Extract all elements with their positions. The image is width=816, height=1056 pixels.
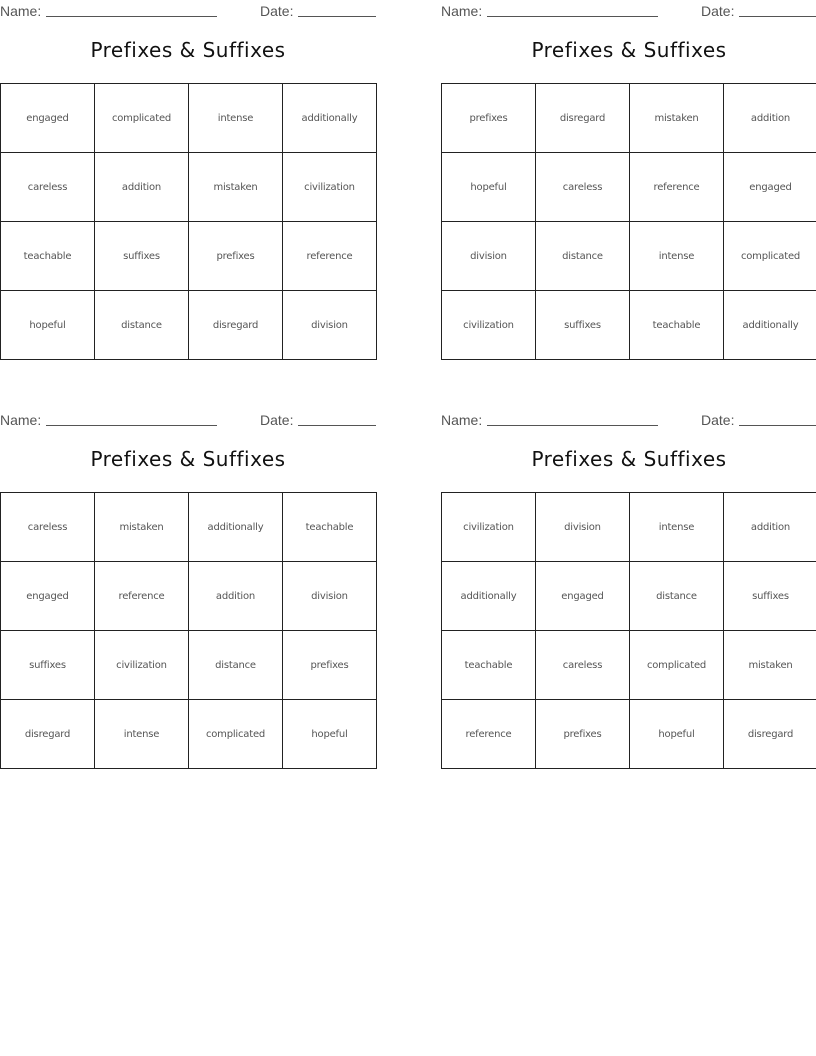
card-title: Prefixes & Suffixes xyxy=(531,38,727,62)
bingo-grid xyxy=(0,83,377,360)
name-label: Name: xyxy=(0,3,42,19)
grid-row xyxy=(1,291,377,360)
grid-cell: complicated xyxy=(189,700,283,769)
grid-cell: teachable xyxy=(283,493,377,562)
date-blank xyxy=(298,425,376,426)
grid-cell: civilization xyxy=(95,631,189,700)
grid-cell: teachable xyxy=(442,631,536,700)
grid-cell: reference xyxy=(442,700,536,769)
grid-cell: complicated xyxy=(724,222,816,291)
bingo-grid xyxy=(441,492,816,769)
grid-row xyxy=(1,222,377,291)
grid-cell: teachable xyxy=(630,291,724,360)
grid-row xyxy=(1,153,377,222)
grid-cell: mistaken xyxy=(95,493,189,562)
grid-row xyxy=(442,493,816,562)
grid-cell: suffixes xyxy=(1,631,95,700)
grid-row xyxy=(442,84,816,153)
grid-cell: disregard xyxy=(536,84,630,153)
grid-row xyxy=(442,153,816,222)
grid-cell: prefixes xyxy=(189,222,283,291)
bingo-card-2 xyxy=(441,0,816,331)
grid-row xyxy=(442,291,816,360)
grid-cell: complicated xyxy=(630,631,724,700)
grid-cell: addition xyxy=(189,562,283,631)
grid-cell: engaged xyxy=(724,153,816,222)
date-label: Date: xyxy=(260,3,294,19)
card-title: Prefixes & Suffixes xyxy=(90,38,286,62)
card-header xyxy=(441,0,816,22)
grid-cell: intense xyxy=(630,493,724,562)
date-blank xyxy=(298,16,376,17)
grid-row xyxy=(442,222,816,291)
date-label: Date: xyxy=(701,412,735,428)
grid-cell: prefixes xyxy=(536,700,630,769)
card-header xyxy=(441,409,816,431)
bingo-card-4 xyxy=(441,409,816,740)
grid-cell: reference xyxy=(283,222,377,291)
grid-cell: civilization xyxy=(442,493,536,562)
grid-cell: hopeful xyxy=(283,700,377,769)
grid-cell: teachable xyxy=(1,222,95,291)
grid-cell: civilization xyxy=(283,153,377,222)
grid-row xyxy=(442,700,816,769)
grid-row xyxy=(1,493,377,562)
date-label: Date: xyxy=(260,412,294,428)
grid-cell: careless xyxy=(536,631,630,700)
grid-cell: intense xyxy=(95,700,189,769)
grid-cell: distance xyxy=(189,631,283,700)
grid-cell: prefixes xyxy=(442,84,536,153)
name-blank xyxy=(46,425,217,426)
date-label: Date: xyxy=(701,3,735,19)
grid-row xyxy=(442,631,816,700)
grid-cell: disregard xyxy=(1,700,95,769)
grid-cell: careless xyxy=(1,493,95,562)
grid-cell: addition xyxy=(95,153,189,222)
grid-cell: hopeful xyxy=(442,153,536,222)
card-header xyxy=(0,0,376,22)
grid-cell: division xyxy=(536,493,630,562)
grid-cell: suffixes xyxy=(95,222,189,291)
date-blank xyxy=(739,16,816,17)
grid-cell: disregard xyxy=(189,291,283,360)
grid-row xyxy=(1,700,377,769)
grid-cell: addition xyxy=(724,84,816,153)
grid-cell: mistaken xyxy=(724,631,816,700)
grid-cell: reference xyxy=(630,153,724,222)
grid-row xyxy=(1,631,377,700)
grid-cell: reference xyxy=(95,562,189,631)
grid-cell: hopeful xyxy=(630,700,724,769)
grid-cell: civilization xyxy=(442,291,536,360)
grid-cell: additionally xyxy=(724,291,816,360)
grid-cell: distance xyxy=(95,291,189,360)
grid-row xyxy=(1,84,377,153)
name-blank xyxy=(487,16,658,17)
date-blank xyxy=(739,425,816,426)
grid-row xyxy=(1,562,377,631)
grid-cell: additionally xyxy=(189,493,283,562)
grid-cell: intense xyxy=(189,84,283,153)
grid-cell: addition xyxy=(724,493,816,562)
name-label: Name: xyxy=(441,3,483,19)
grid-cell: intense xyxy=(630,222,724,291)
grid-cell: careless xyxy=(1,153,95,222)
grid-cell: division xyxy=(283,291,377,360)
grid-cell: disregard xyxy=(724,700,816,769)
grid-cell: distance xyxy=(536,222,630,291)
name-blank xyxy=(487,425,658,426)
bingo-grid xyxy=(441,83,816,360)
card-title: Prefixes & Suffixes xyxy=(90,447,286,471)
grid-cell: suffixes xyxy=(724,562,816,631)
grid-cell: engaged xyxy=(1,562,95,631)
grid-cell: careless xyxy=(536,153,630,222)
bingo-card-1 xyxy=(0,0,376,331)
grid-cell: engaged xyxy=(1,84,95,153)
bingo-card-3 xyxy=(0,409,376,740)
grid-cell: additionally xyxy=(442,562,536,631)
card-title: Prefixes & Suffixes xyxy=(531,447,727,471)
grid-cell: prefixes xyxy=(283,631,377,700)
grid-cell: distance xyxy=(630,562,724,631)
grid-cell: division xyxy=(283,562,377,631)
grid-cell: additionally xyxy=(283,84,377,153)
bingo-grid xyxy=(0,492,377,769)
grid-cell: hopeful xyxy=(1,291,95,360)
card-header xyxy=(0,409,376,431)
grid-cell: mistaken xyxy=(630,84,724,153)
grid-cell: mistaken xyxy=(189,153,283,222)
grid-cell: complicated xyxy=(95,84,189,153)
grid-cell: engaged xyxy=(536,562,630,631)
name-blank xyxy=(46,16,217,17)
grid-cell: division xyxy=(442,222,536,291)
grid-cell: suffixes xyxy=(536,291,630,360)
name-label: Name: xyxy=(0,412,42,428)
grid-row xyxy=(442,562,816,631)
name-label: Name: xyxy=(441,412,483,428)
